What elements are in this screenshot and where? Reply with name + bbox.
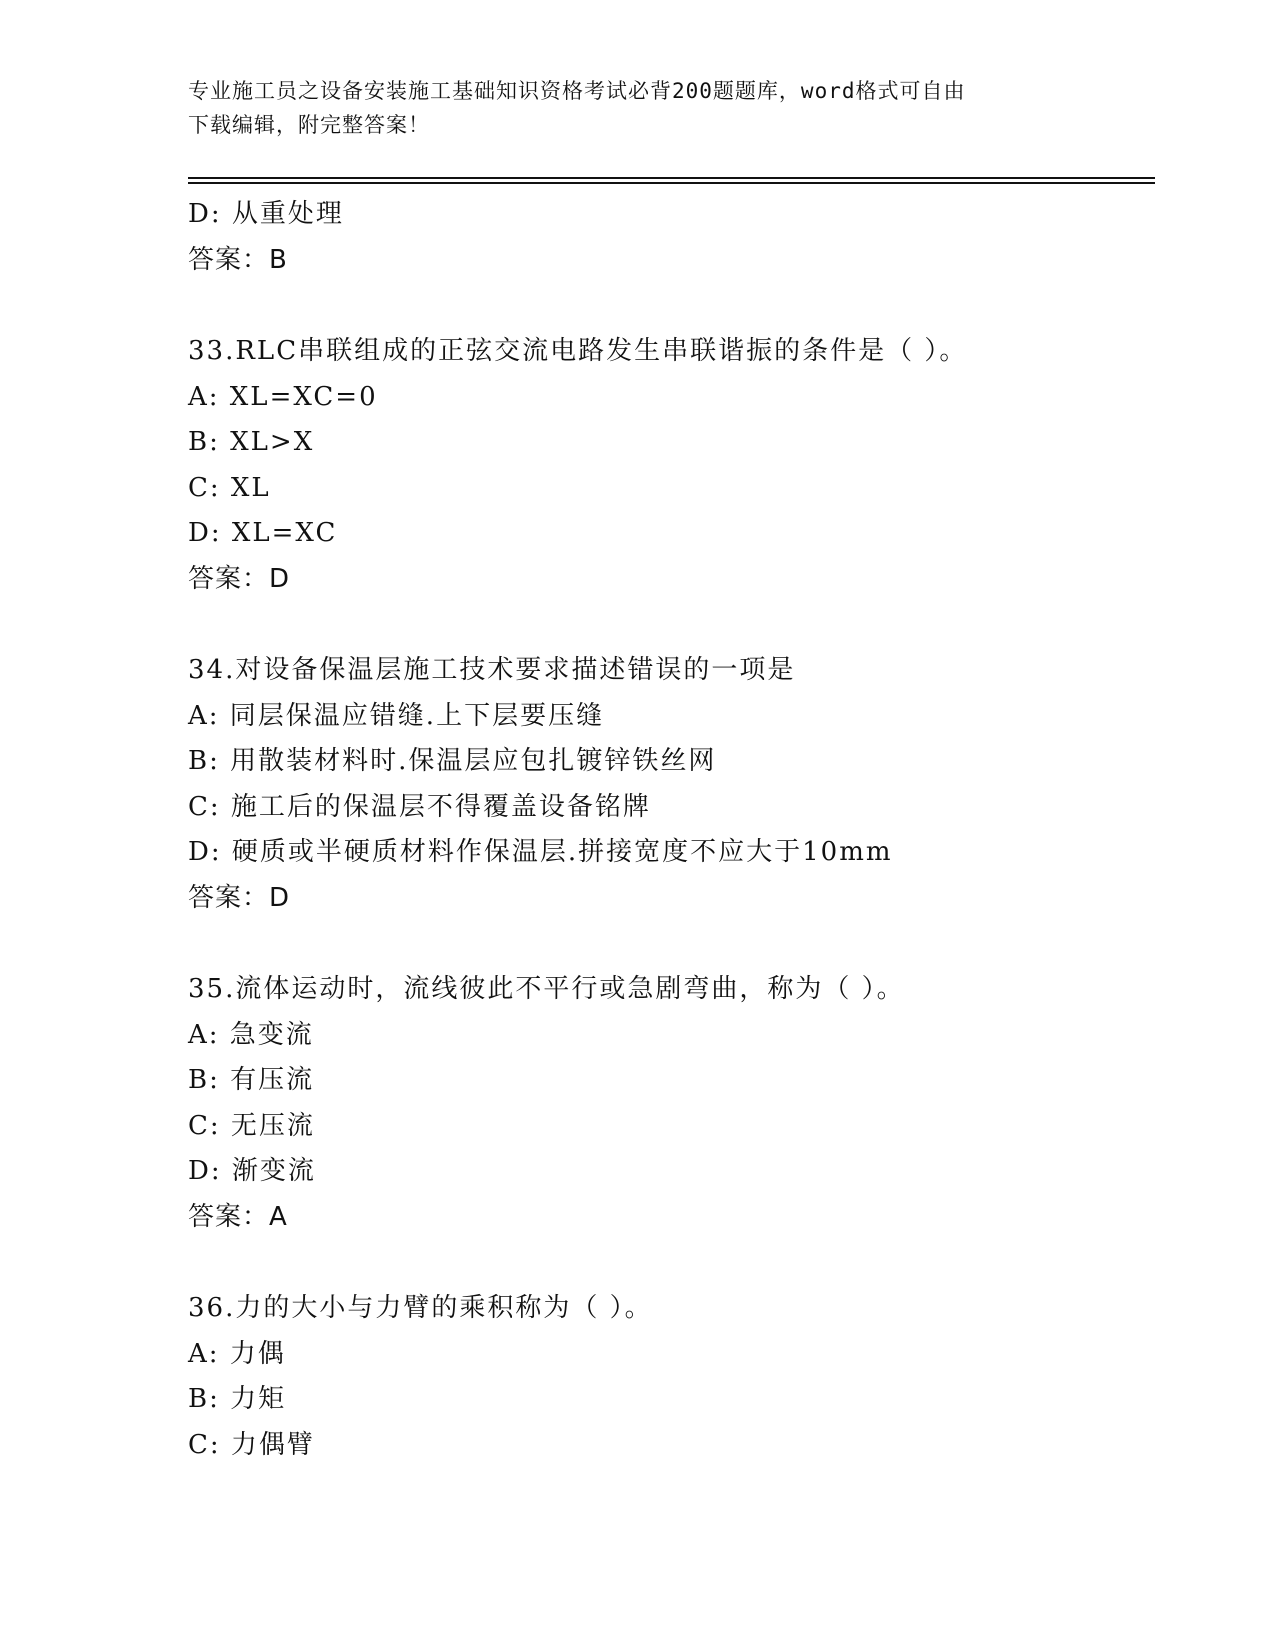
- option-b: B: 用散装材料时.保温层应包扎镀锌铁丝网: [188, 746, 717, 776]
- option-d: D: XL=XC: [188, 518, 338, 548]
- header-divider-bottom: [188, 182, 1155, 184]
- header-divider-top: [188, 177, 1155, 179]
- answer-line: 答案：D: [188, 882, 291, 913]
- question-stem: 33.RLC串联组成的正弦交流电路发生串联谐振的条件是（ ）。: [188, 336, 968, 366]
- option-d: D: 渐变流: [188, 1156, 316, 1186]
- question-36: [188, 1286, 1148, 1468]
- question-33: [188, 329, 1148, 602]
- option-d: D: 硬质或半硬质材料作保温层.拼接宽度不应大于10mm: [188, 837, 893, 867]
- option-b: B: 力矩: [188, 1384, 287, 1414]
- answer-line: 答案：D: [188, 563, 291, 594]
- question-35: [188, 967, 1148, 1240]
- option-a: A: XL=XC=0: [188, 381, 378, 412]
- option-c: C: XL: [188, 472, 271, 503]
- option-b: B: XL>X: [188, 427, 315, 457]
- option-b: B: 有压流: [188, 1065, 315, 1095]
- document-header: [188, 74, 1088, 142]
- header-line-1: 专业施工员之设备安装施工基础知识资格考试必背200题题库，word格式可自由: [188, 79, 966, 103]
- answer-line: 答案：A: [188, 1201, 288, 1232]
- question-stem: 36.力的大小与力臂的乘积称为（ ）。: [188, 1293, 653, 1323]
- answer-line: 答案：B: [188, 244, 288, 275]
- question-stem: 34.对设备保温层施工技术要求描述错误的一项是: [188, 655, 796, 685]
- header-line-2: 下载编辑，附完整答案！: [188, 113, 430, 137]
- option-d: D: 从重处理: [188, 199, 344, 229]
- previous-question-tail: [188, 192, 1148, 283]
- option-c: C: 力偶臂: [188, 1429, 315, 1460]
- option-c: C: 无压流: [188, 1110, 315, 1141]
- option-a: A: 急变流: [188, 1019, 314, 1050]
- option-a: A: 力偶: [188, 1338, 286, 1369]
- question-list: [188, 192, 1148, 1468]
- option-a: A: 同层保温应错缝.上下层要压缝: [188, 700, 605, 731]
- question-stem: 35.流体运动时，流线彼此不平行或急剧弯曲，称为（ ）。: [188, 974, 905, 1004]
- option-c: C: 施工后的保温层不得覆盖设备铭牌: [188, 791, 651, 822]
- question-34: [188, 648, 1148, 921]
